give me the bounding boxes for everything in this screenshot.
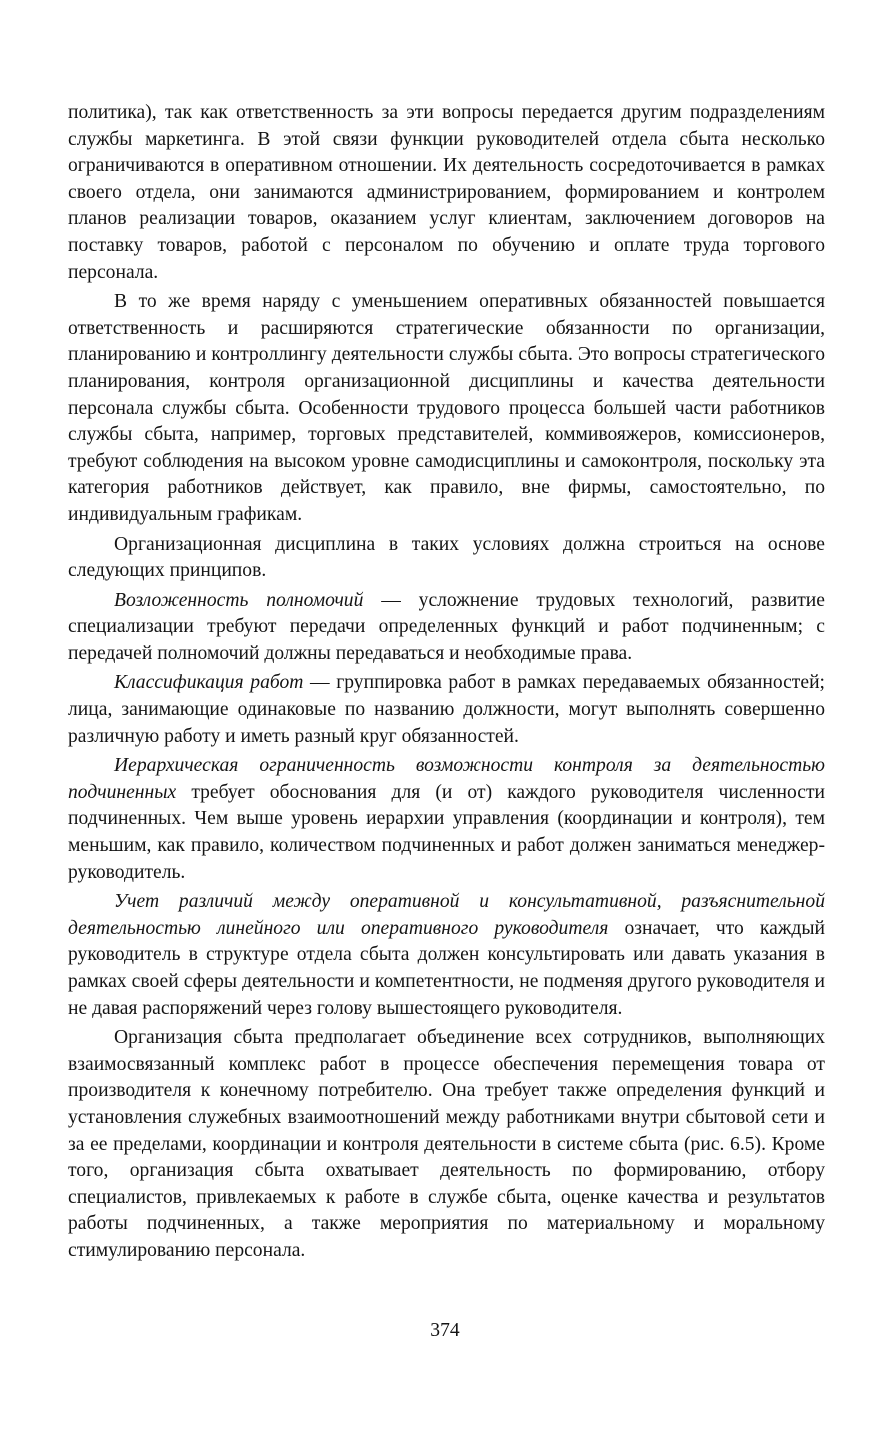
paragraph-3-text: Организационная дисциплина в таких условиях должна строиться на основе следующих принципов. — [68, 533, 825, 582]
page-body — [68, 100, 825, 1265]
paragraph-5-term: Классификация работ — [114, 672, 304, 694]
paragraph-7-term: Учет различий между оперативной и консультативной, разъяснительной деятельностью линейного или оперативного руководителя — [68, 891, 825, 939]
paragraph-1 — [68, 100, 825, 286]
paragraph-4-term: Возложенность полномочий — [114, 589, 364, 611]
paragraph-8 — [68, 1025, 825, 1264]
page-number: 374 — [430, 1320, 460, 1341]
paragraph-2 — [68, 289, 825, 528]
paragraph-5 — [68, 670, 825, 750]
paragraph-4-text: — усложнение трудовых технологий, развитие специализации требуют передачи определенных функций и работ подчиненным; с передачей полномочий должны передаваться и необходимые права. — [68, 589, 825, 664]
paragraph-6-text: требует обоснования для (и от) каждого руководителя численности подчиненных. Чем выше уровень иерархии управления (координации и контроля), тем меньшим, как правило, количеством подчиненных и работ должен заниматься менеджер-руководитель. — [68, 781, 825, 883]
paragraph-7-text: означает, что каждый руководитель в структуре отдела сбыта должен консультировать или давать указания в рамках своей сферы деятельности и компетентности, не подменяя другого руководителя и не давая распоряжений через голову вышестоящего руководителя. — [68, 917, 825, 1019]
paragraph-6 — [68, 753, 825, 886]
paragraph-6-term: Иерархическая ограниченность возможности контроля за деятельностью подчиненных — [68, 755, 825, 803]
paragraph-2-text: В то же время наряду с уменьшением оперативных обязанностей повышается ответственность и расширяются стратегические обязанности по организации, планированию и контроллингу деятельности службы сбыта. Это вопросы стратегического планирования, контроля организационной дисциплины и качества деятельности персонала службы сбыта. Особенности трудового процесса большей части работников службы сбыта, например, торговых представителей, коммивояжеров, комиссионеров, требуют соблюдения на высоком уровне самодисциплины и самоконтроля, поскольку эта категория работников действует, как правило, вне фирмы, самостоятельно, по индивидуальным графикам. — [68, 291, 825, 525]
paragraph-3 — [68, 532, 825, 585]
paragraph-7 — [68, 889, 825, 1022]
paragraph-8-text: Организация сбыта предполагает объединение всех сотрудников, выполняющих взаимосвязанный комплекс работ в процессе обеспечения перемещения товара от производителя к конечному потребителю. Она требует также определения функций и установления служебных взаимоотношений между работниками внутри сбытовой сети и за ее пределами, координации и контроля деятельности в системе сбыта (рис. 6.5). Кроме того, организация сбыта охватывает деятельность по формированию, отбору специалистов, привлекаемых к работе в службе сбыта, оценке качества и результатов работы подчиненных, а также мероприятия по материальному и моральному стимулированию персонала. — [68, 1027, 825, 1261]
paragraph-4 — [68, 588, 825, 668]
paragraph-5-text: — группировка работ в рамках передаваемых обязанностей; лица, занимающие одинаковые по названию должности, могут выполнять совершенно различную работу и иметь разный круг обязанностей. — [68, 672, 825, 747]
paragraph-1-text: политика), так как ответственность за эти вопросы передается другим подразделениям службы маркетинга. В этой связи функции руководителей отдела сбыта несколько ограничиваются в оперативном отношении. Их деятельность сосредоточивается в рамках своего отдела, они занимаются администрированием, формированием и контролем планов реализации товаров, оказанием услуг клиентам, заключением договоров на поставку товаров, работой с персоналом по обучению и оплате труда торгового персонала. — [68, 102, 825, 283]
